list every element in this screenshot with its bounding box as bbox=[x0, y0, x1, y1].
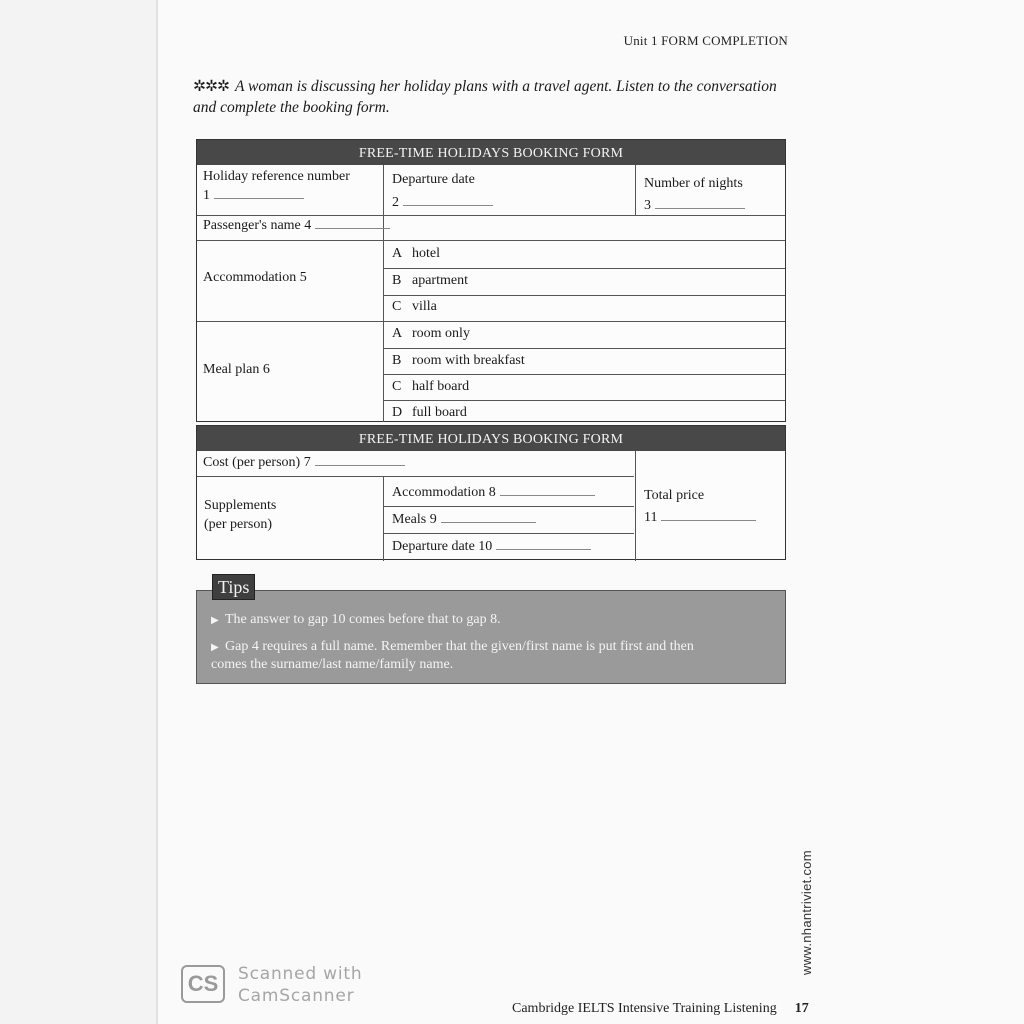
answer-blank[interactable] bbox=[315, 216, 390, 229]
option-item[interactable]: B apartment bbox=[392, 273, 468, 288]
tip-item: ▶ The answer to gap 10 comes before that to gap 8. bbox=[211, 610, 776, 630]
gap-number: 1 bbox=[203, 188, 210, 203]
holiday-ref-cell bbox=[203, 167, 379, 205]
answer-blank[interactable] bbox=[496, 537, 591, 550]
supplements-label: Supplements (per person) bbox=[204, 498, 277, 532]
total-price-label: Total price bbox=[644, 488, 705, 503]
answer-blank[interactable] bbox=[500, 483, 595, 496]
supp-departure: Departure date 10 bbox=[392, 537, 632, 556]
form-title: FREE-TIME HOLIDAYS BOOKING FORM bbox=[197, 426, 785, 451]
page-number: 17 bbox=[794, 1001, 809, 1016]
tip-item: ▶ Gap 4 requires a full name. Remember that the given/first name is put first and then bbox=[211, 637, 776, 657]
gap-number: 2 bbox=[392, 195, 399, 210]
answer-blank[interactable] bbox=[315, 453, 405, 466]
accommodation-label: Accommodation 5 bbox=[203, 270, 307, 285]
holiday-ref-label: Holiday reference number bbox=[203, 169, 350, 184]
booking-form-costs bbox=[196, 425, 786, 560]
supp-accommodation: Accommodation 8 bbox=[392, 483, 632, 502]
camscanner-text: Scanned with CamScanner bbox=[238, 964, 363, 1006]
departure-label: Departure date bbox=[392, 172, 475, 187]
instruction bbox=[193, 76, 793, 118]
answer-blank[interactable] bbox=[661, 508, 756, 521]
gap-number: 3 bbox=[644, 198, 651, 213]
difficulty-stars-icon: ✲✲✲ bbox=[193, 78, 229, 95]
option-item[interactable]: A hotel bbox=[392, 246, 440, 261]
answer-blank[interactable] bbox=[441, 510, 536, 523]
supp-meals: Meals 9 bbox=[392, 510, 632, 529]
option-item[interactable]: C half board bbox=[392, 379, 470, 394]
running-head: Unit 1 FORM COMPLETION bbox=[623, 33, 788, 48]
departure-cell bbox=[392, 170, 632, 212]
answer-blank[interactable] bbox=[655, 196, 745, 209]
triangle-bullet-icon: ▶ bbox=[211, 642, 219, 653]
cost-cell bbox=[203, 453, 623, 472]
form-title: FREE-TIME HOLIDAYS BOOKING FORM bbox=[197, 140, 785, 165]
camscanner-logo-icon: CS bbox=[181, 965, 225, 1003]
option-item[interactable]: D full board bbox=[392, 405, 467, 420]
gap-number: 11 bbox=[644, 510, 658, 525]
option-item[interactable]: B room with breakfast bbox=[392, 353, 525, 368]
watermark: www.nhantriviet.com bbox=[799, 850, 814, 975]
booking-form bbox=[196, 139, 786, 422]
total-price-cell bbox=[644, 486, 779, 527]
option-item[interactable]: C villa bbox=[392, 299, 437, 314]
passenger-label: Passenger's name 4 bbox=[203, 218, 312, 233]
page-footer bbox=[512, 1001, 809, 1017]
tip-item-continuation: comes the surname/last name/family name. bbox=[211, 657, 454, 672]
nights-cell bbox=[644, 174, 779, 215]
meal-plan-label: Meal plan 6 bbox=[203, 362, 270, 377]
nights-label: Number of nights bbox=[644, 176, 743, 191]
passenger-cell bbox=[203, 216, 603, 235]
book-title: Cambridge IELTS Intensive Training Listening bbox=[512, 1001, 777, 1016]
instruction-text: A woman is discussing her holiday plans with a travel agent. Listen to the conversation and complete the booking form. bbox=[193, 78, 777, 116]
answer-blank[interactable] bbox=[214, 186, 304, 199]
answer-blank[interactable] bbox=[403, 193, 493, 206]
tips-box bbox=[196, 590, 786, 684]
cost-label: Cost (per person) 7 bbox=[203, 455, 311, 470]
option-item[interactable]: A room only bbox=[392, 326, 470, 341]
triangle-bullet-icon: ▶ bbox=[211, 615, 219, 626]
tips-title: Tips bbox=[212, 574, 255, 600]
